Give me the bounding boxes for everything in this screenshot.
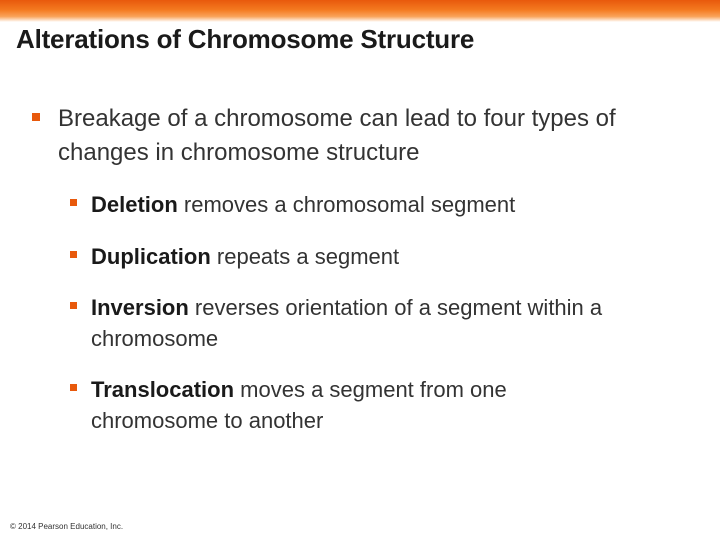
definition-deletion: removes a chromosomal segment — [177, 192, 516, 217]
slide-title: Alterations of Chromosome Structure — [16, 24, 475, 54]
main-bullet-text: Breakage of a chromosome can lead to four types of changes in chromosome structure — [58, 105, 616, 166]
header-accent-bar — [0, 0, 720, 22]
sub-bullet-text — [91, 292, 690, 354]
term-duplication: Duplication — [91, 244, 211, 269]
definition-translocation: moves a segment from one chromosome to another — [91, 377, 507, 433]
sub-bullet-inversion — [70, 292, 690, 354]
copyright-footer: © 2014 Pearson Education, Inc. — [10, 522, 124, 531]
term-translocation: Translocation — [91, 377, 235, 402]
square-bullet-icon — [70, 384, 77, 391]
square-bullet-icon — [70, 199, 77, 206]
square-bullet-icon — [70, 251, 77, 258]
sub-bullet-text — [91, 189, 515, 220]
sub-bullet-duplication — [70, 241, 690, 272]
sub-bullet-text — [91, 241, 399, 272]
definition-inversion: reverses orientation of a segment within a chromosome — [91, 295, 603, 351]
sub-bullet-text — [91, 374, 630, 436]
square-bullet-icon — [32, 113, 40, 121]
square-bullet-icon — [70, 302, 77, 309]
definition-duplication: repeats a segment — [210, 244, 400, 269]
term-deletion: Deletion — [91, 192, 178, 217]
term-inversion: Inversion — [91, 295, 189, 320]
sub-bullet-translocation — [70, 374, 630, 436]
main-bullet — [32, 102, 692, 170]
sub-bullet-deletion — [70, 189, 690, 220]
